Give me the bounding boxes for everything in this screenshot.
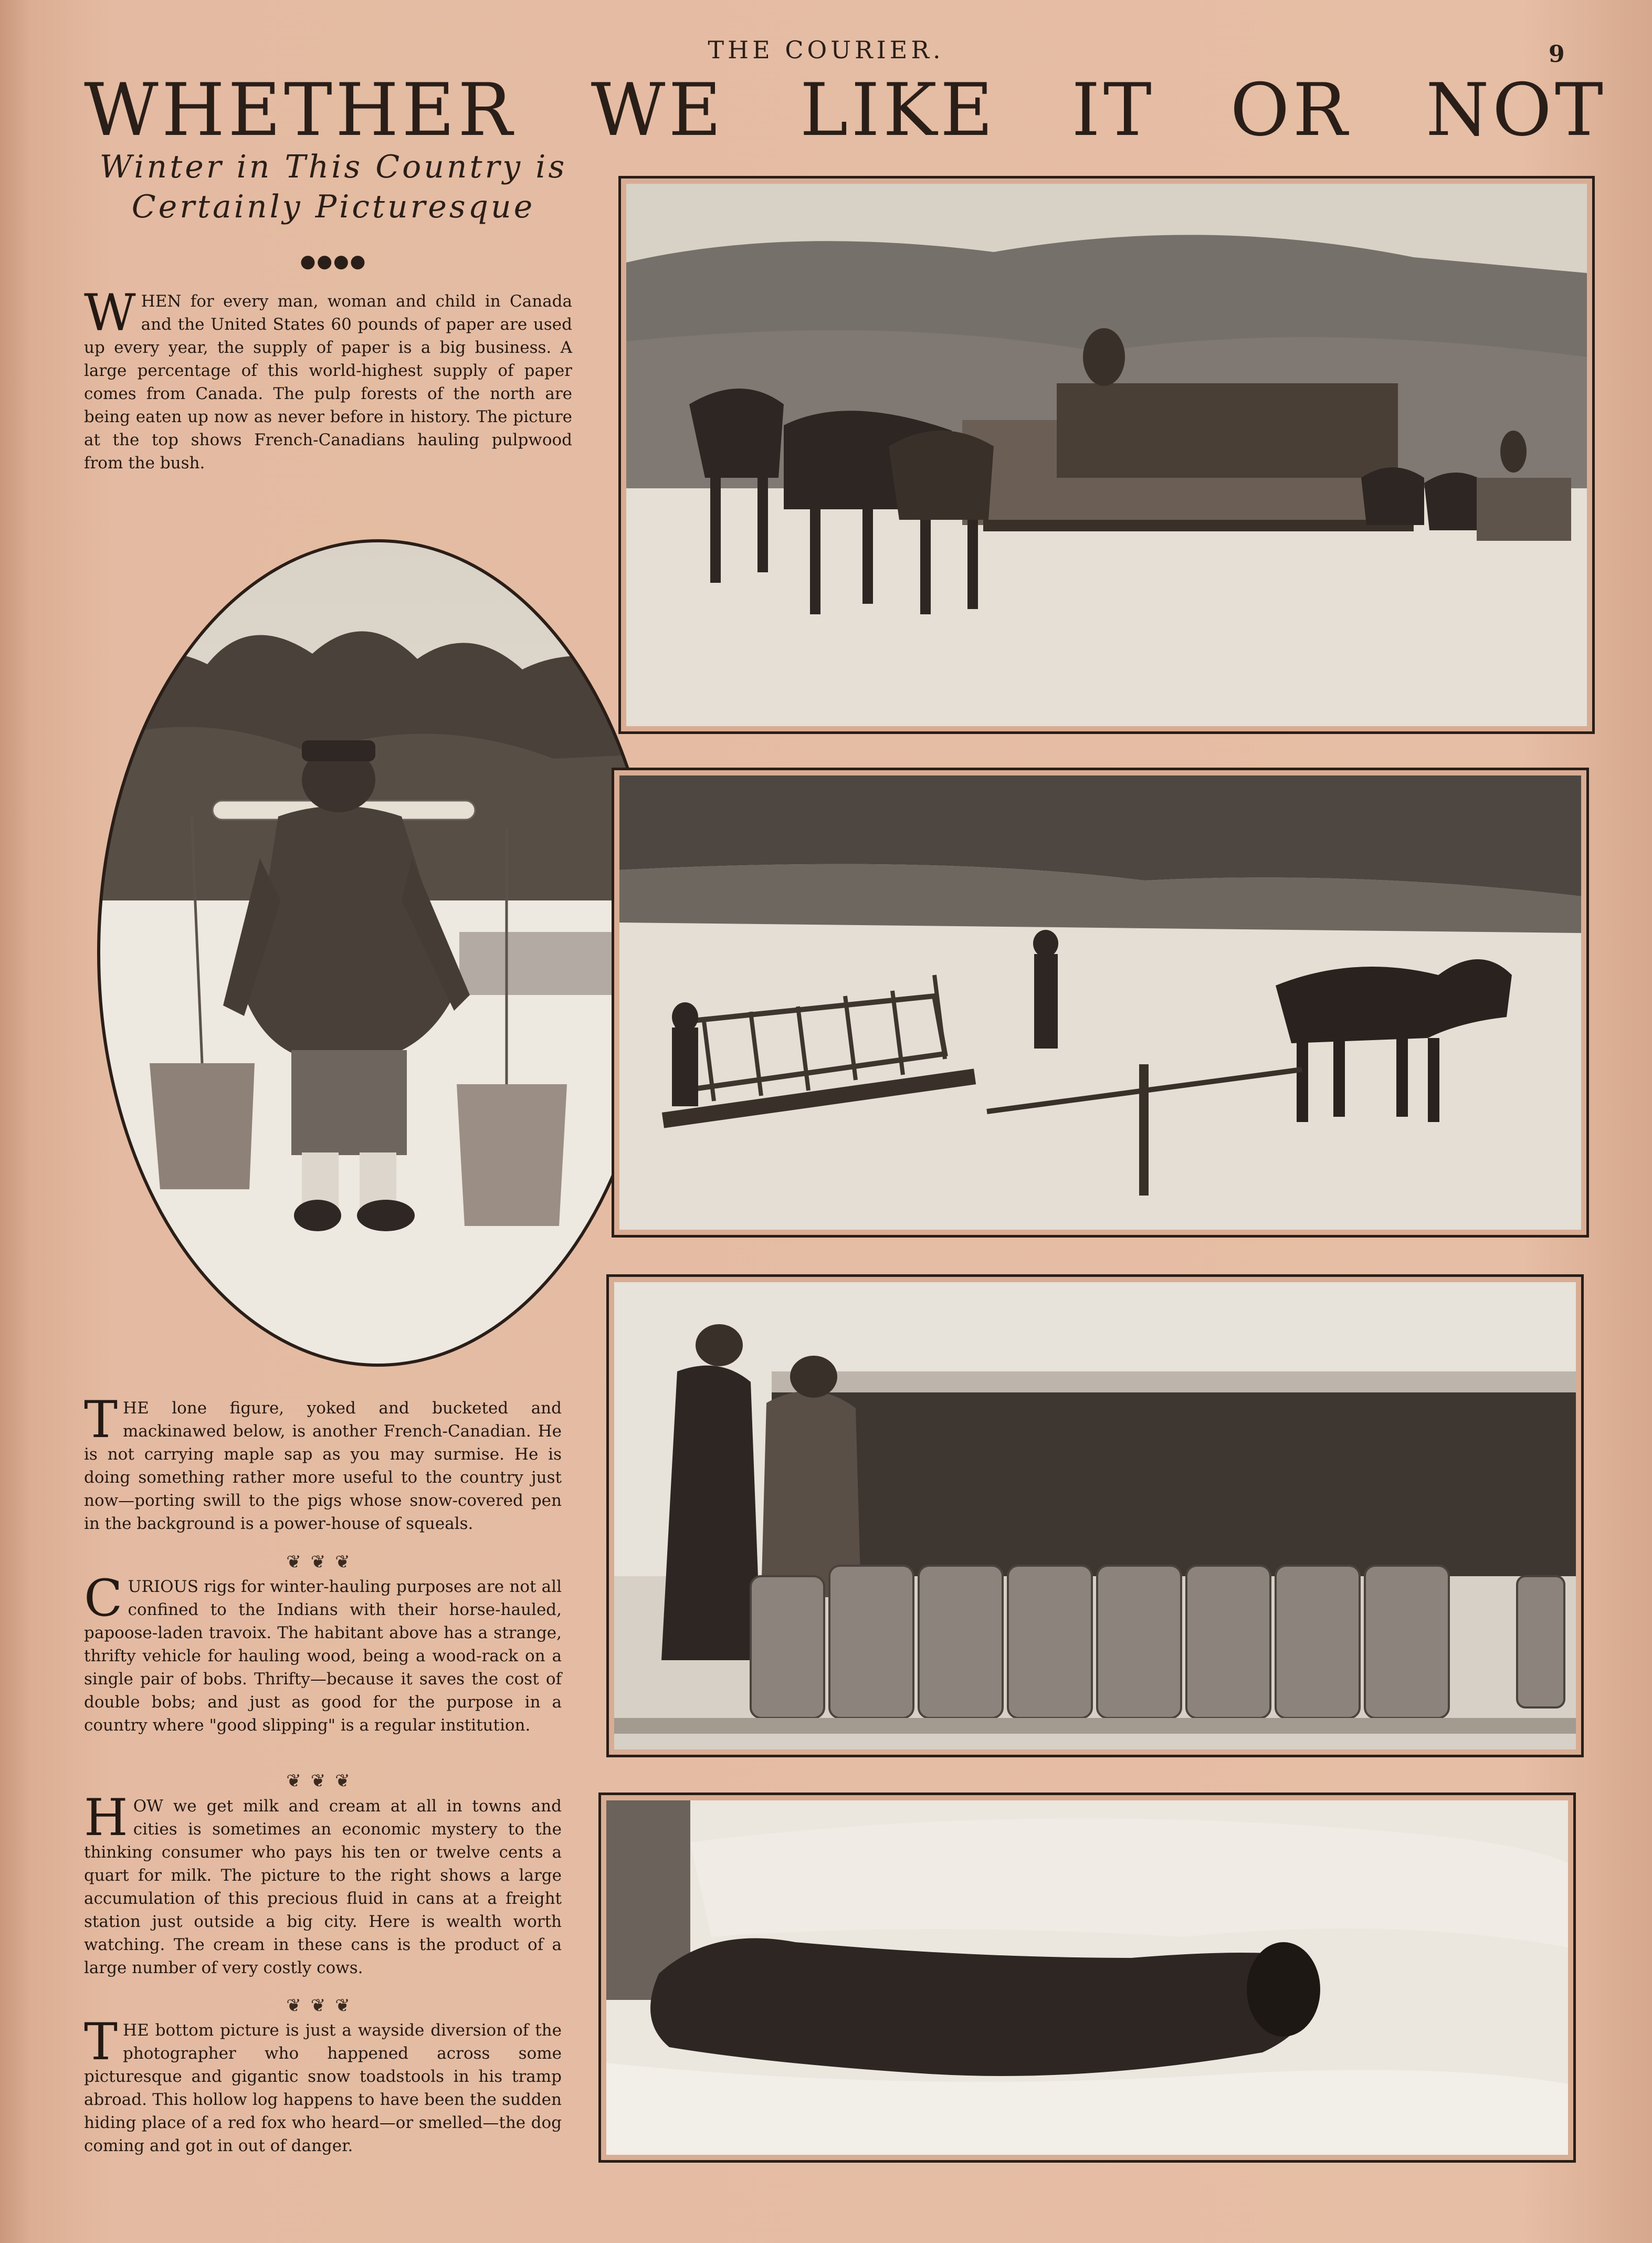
paragraph-2 xyxy=(84,1390,562,1535)
drop-cap: C xyxy=(84,1569,123,1628)
photo-pulpwood-svg xyxy=(626,184,1587,726)
paragraph-1 xyxy=(84,284,572,475)
headline-word: WHETHER xyxy=(84,68,515,152)
photo-snow-log xyxy=(598,1793,1576,2163)
photo-milk-cans-svg xyxy=(614,1282,1576,1749)
section-ornament: ❦❦❦ xyxy=(286,1770,360,1791)
running-head: THE COURIER. xyxy=(708,36,944,64)
section-ornament: ❦❦❦ xyxy=(286,1552,360,1573)
drop-cap: T xyxy=(84,2013,118,2071)
headline-word: LIKE xyxy=(799,68,996,152)
paragraph-4 xyxy=(84,1788,562,1979)
photo-wood-rack-svg xyxy=(619,775,1581,1230)
paragraph-text: HEN for every man, woman and child in Canada and the United States 60 pounds of paper are used up every year, the supply of paper is a big business. A large percentage of this world-highest supply of paper comes from Canada. The pulp forests of the north are being eaten up now as never before in history. The picture at the top shows French-Canadians hauling pulpwood from the bush. xyxy=(84,292,572,473)
paragraph-text: URIOUS rigs for winter-hauling purposes are not all confined to the Indians with their horse-hauled, papoose-laden travoix. The habitant above has a strange, thrifty vehicle for hauling wood, being a wood-rack on a single pair of bobs. Thrifty—because it saves the cost of double bobs; and just as good for the purpose in a country where "good slipping" is a regular institution. xyxy=(84,1577,562,1735)
photo-man-with-buckets xyxy=(92,533,664,1373)
section-ornament: ❦❦❦ xyxy=(286,1995,360,2016)
headline-word: WE xyxy=(591,68,725,152)
paragraph-text: OW we get milk and cream at all in towns and cities is sometimes an economic mystery to the thinking consumer who pays his ten or twelve cents a quart for milk. The picture to the right shows a large accumulation of this precious fluid in cans at a freight station just outside a big city. Here is wealth worth watching. The cream in these cans is the product of a large number of very costly cows. xyxy=(84,1797,562,1977)
subhead-line-2: Certainly Picturesque xyxy=(131,188,535,225)
headline-word: OR xyxy=(1230,68,1351,152)
paragraph-text: HE bottom picture is just a wayside diversion of the photographer who happened across some picturesque and gigantic snow toadstools in his tramp abroad. This hollow log happens to have been the sudden hiding place of a red fox who heard—or smelled—the dog coming and got in out of danger. xyxy=(84,2021,562,2155)
drop-cap: W xyxy=(84,284,136,342)
subhead-line-1: Winter in This Country is xyxy=(99,149,567,185)
photo-snow-log-svg xyxy=(606,1800,1568,2155)
photo-milk-cans xyxy=(606,1274,1584,1757)
photo-wood-rack-sleigh xyxy=(612,768,1589,1238)
photo-pulpwood-sleighs xyxy=(618,176,1595,734)
drop-cap: T xyxy=(84,1390,118,1449)
subhead xyxy=(84,147,583,227)
ornament-dots: ●●●● xyxy=(300,251,367,272)
headline-word: NOT xyxy=(1426,68,1606,152)
paragraph-5 xyxy=(84,2013,562,2157)
headline-word: IT xyxy=(1071,68,1155,152)
paragraph-3 xyxy=(84,1569,562,1737)
page-number: 9 xyxy=(1549,41,1565,68)
oval-photo-svg xyxy=(92,533,664,1373)
headline xyxy=(84,68,1606,152)
drop-cap: H xyxy=(84,1788,128,1847)
paragraph-text: HE lone figure, yoked and bucketed and mackinawed below, is another French-Canadian. He is not carrying maple sap as you may surmise. He is doing something rather more useful to the country just now—porting swill to the pigs whose snow-covered pen in the background is a power-house of squeals. xyxy=(84,1399,562,1533)
